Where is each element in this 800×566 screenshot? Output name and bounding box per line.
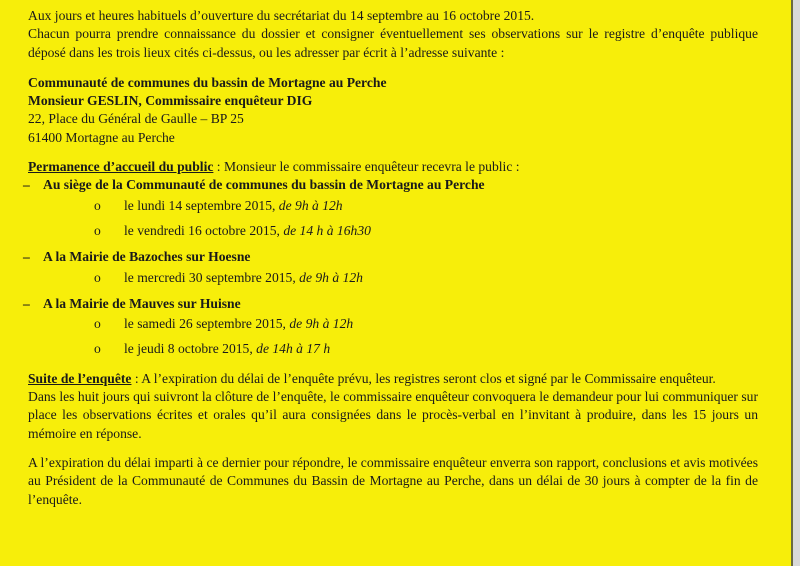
bullet-marker: o (94, 269, 101, 285)
site-3 (23, 295, 758, 313)
site-3-slot-2 (94, 340, 758, 358)
address-org: Communauté de communes du bassin de Mortagne au Perche (28, 74, 387, 90)
bullet-marker: o (94, 197, 101, 213)
slot-date: le jeudi 8 octobre 2015, (124, 341, 257, 357)
site-1-name: Au siège de la Communauté de communes du bassin de Mortagne au Perche (43, 177, 485, 193)
slot-time: de 9h à 12h (278, 197, 343, 213)
slot-time: de 14h à 17 h (256, 341, 331, 357)
site-1-slot-1 (94, 197, 758, 215)
slot-time: de 14 h à 16h30 (283, 222, 371, 238)
suite-para-3: A l’expiration du délai imparti à ce dernier pour répondre, le commissaire enquêteur enverra son rapport, conclusions et avis motivées au Président de la Communauté de Communes du Bassin de Mortagne au Perche, dans un délai de 30 jours à compter de la fin de l’enquête. (28, 454, 758, 507)
address-street: 22, Place du Général de Gaulle – BP 25 (28, 111, 244, 127)
slot-time: de 9h à 12h (299, 269, 363, 285)
site-3-slot-1 (94, 315, 758, 333)
dash-marker: – (23, 249, 30, 265)
intro-line-2: Chacun pourra prendre connaissance du dossier et consigner éventuellement ses observations sur le registre d’enquête publique déposé dans les trois lieux cités ci-dessus, ou les adresser par écrit à l’adresse suivante : (28, 26, 758, 60)
address-block (28, 74, 758, 147)
bullet-marker: o (94, 222, 101, 238)
slot-date: le mercredi 30 septembre 2015, (124, 269, 300, 285)
permanence-intro (28, 158, 758, 176)
site-1 (23, 176, 758, 194)
dash-marker: – (23, 177, 30, 193)
scan-edge (793, 0, 800, 566)
suite-intro (28, 370, 758, 388)
site-2-name: A la Mairie de Bazoches sur Hoesne (43, 249, 251, 265)
slot-date: le lundi 14 septembre 2015, (124, 197, 279, 213)
site-2 (23, 248, 758, 266)
slot-date: le samedi 26 septembre 2015, (124, 316, 290, 332)
permanence-section (23, 158, 758, 359)
suite-text: : A l’expiration du délai de l’enquête prévu, les registres seront clos et signé par le Commissaire enquêteur. (131, 370, 716, 386)
suite-para-2: Dans les huit jours qui suivront la clôture de l’enquête, le commissaire enquêteur convoquera le demandeur pour lui communiquer sur place les observations écrites et orales qu’il aura consignées dans le procès-verbal en l’invitant à produire, dans les 15 jours un mémoire en réponse. (28, 389, 758, 441)
intro-line-1: Aux jours et heures habituels d’ouverture du secrétariat du 14 septembre au 16 octobre 2015. (28, 8, 535, 23)
suite-section (28, 370, 758, 509)
permanence-heading: Permanence d’accueil du public (28, 159, 214, 175)
address-person: Monsieur GESLIN, Commissaire enquêteur DIG (28, 93, 313, 109)
bullet-marker: o (94, 316, 101, 332)
site-3-name: A la Mairie de Mauves sur Huisne (43, 295, 241, 311)
slot-date: le vendredi 16 octobre 2015, (124, 222, 284, 238)
slot-time: de 9h à 12h (289, 316, 354, 332)
site-1-slot-2 (94, 222, 758, 240)
dash-marker: – (23, 295, 30, 311)
permanence-text: : Monsieur le commissaire enquêteur recevra le public : (213, 159, 520, 175)
address-city: 61400 Mortagne au Perche (28, 129, 175, 145)
site-2-slot-1 (94, 269, 758, 287)
bullet-marker: o (94, 341, 101, 357)
suite-heading: Suite de l’enquête (28, 370, 132, 386)
document-body (23, 7, 758, 509)
